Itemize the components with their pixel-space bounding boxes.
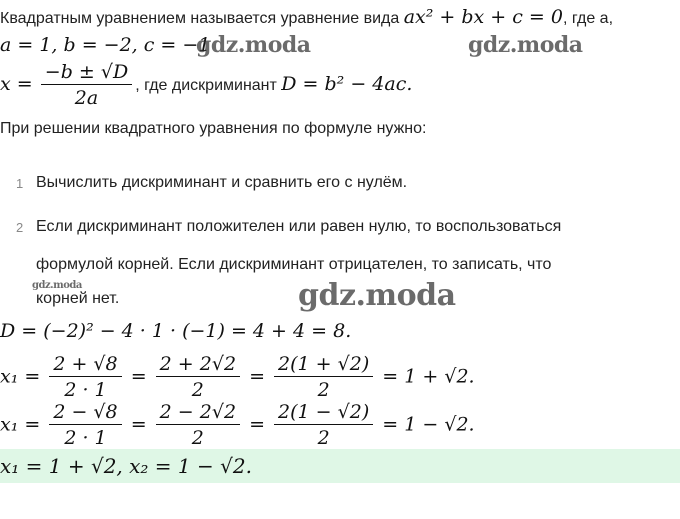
x1-fraction-1 bbox=[49, 352, 121, 403]
intro-line bbox=[0, 6, 613, 28]
x2-f2-num: 2 − 2√2 bbox=[156, 400, 240, 425]
watermark-4: gdz.moda bbox=[298, 278, 456, 313]
x2-f1-num: 2 − √8 bbox=[49, 400, 121, 425]
formula-text-middle: , где дискриминант bbox=[135, 77, 282, 94]
watermark-3: gdz.moda bbox=[32, 280, 82, 291]
x1-calculation: x₁ = $\frac{2 + √8}{2 \cdot 1}$ = $\frac{2 + 2√2}{2}$ = $\frac{2(1 + √2)}{2}$ = 1 + √2. bbox=[0, 353, 475, 401]
x1-f3-den: 2 bbox=[317, 379, 330, 401]
x2-f3-den: 2 bbox=[317, 427, 330, 449]
roots-formula-line bbox=[0, 60, 412, 108]
formula-lhs: x = bbox=[0, 73, 33, 95]
formula-numerator: −b ± √D bbox=[41, 60, 132, 85]
x2-f1-den: 2 · 1 bbox=[64, 427, 107, 449]
formula-denominator: 2a bbox=[74, 87, 99, 109]
instructions-title: При решении квадратного уравнения по формуле нужно: bbox=[0, 120, 427, 137]
coefficients-line: a = 1, b = −2, c = −1 bbox=[0, 34, 211, 56]
x2-calculation: x₁ = $\frac{2 - √8}{2 \cdot 1}$ = $\frac{2 - 2√2}{2}$ = $\frac{2(1 - √2)}{2}$ = 1 − √2. bbox=[0, 401, 475, 449]
x2-f2-den: 2 bbox=[191, 427, 204, 449]
x1-f2-num: 2 + 2√2 bbox=[156, 352, 240, 377]
x1-f1-num: 2 + √8 bbox=[49, 352, 121, 377]
discriminant-calculation: D = (−2)² − 4 · 1 · (−1) = 4 + 4 = 8. bbox=[0, 320, 352, 342]
x2-result: = 1 − √2. bbox=[382, 413, 475, 436]
step-1-number: 1 bbox=[16, 176, 24, 191]
intro-text-before: Квадратным уравнением называется уравнение вида bbox=[0, 10, 404, 27]
x1-f3-num: 2(1 + √2) bbox=[274, 352, 373, 377]
x1-fraction-3 bbox=[274, 352, 373, 403]
step-2-line-2: формулой корней. Если дискриминант отрицателен, то записать, что bbox=[36, 256, 552, 273]
intro-text-after: , где a, bbox=[562, 10, 614, 27]
roots-formula-fraction bbox=[41, 60, 132, 111]
x2-fraction-1 bbox=[49, 400, 121, 451]
step-2-number: 2 bbox=[16, 220, 24, 235]
x2-lhs: x₁ = bbox=[0, 413, 41, 436]
x1-f1-den: 2 · 1 bbox=[64, 379, 107, 401]
step-1-text: Вычислить дискриминант и сравнить его с нулём. bbox=[36, 174, 408, 191]
x2-f3-num: 2(1 − √2) bbox=[274, 400, 373, 425]
general-equation: ax² + bx + c = 0 bbox=[403, 6, 563, 28]
answer-line: x₁ = 1 + √2, x₂ = 1 − √2. bbox=[0, 454, 252, 478]
x2-fraction-2 bbox=[156, 400, 240, 451]
watermark-1: gdz.moda bbox=[196, 32, 311, 58]
step-2-line-1: Если дискриминант положителен или равен нулю, то воспользоваться bbox=[36, 218, 562, 235]
x1-fraction-2 bbox=[156, 352, 240, 403]
watermark-2: gdz.moda bbox=[468, 32, 583, 58]
discriminant-formula: D = b² − 4ac. bbox=[281, 73, 413, 95]
x2-fraction-3 bbox=[274, 400, 373, 451]
x1-result: = 1 + √2. bbox=[382, 365, 475, 388]
x1-lhs: x₁ = bbox=[0, 365, 41, 388]
x1-f2-den: 2 bbox=[191, 379, 204, 401]
step-2-line-3: корней нет. bbox=[36, 290, 120, 307]
